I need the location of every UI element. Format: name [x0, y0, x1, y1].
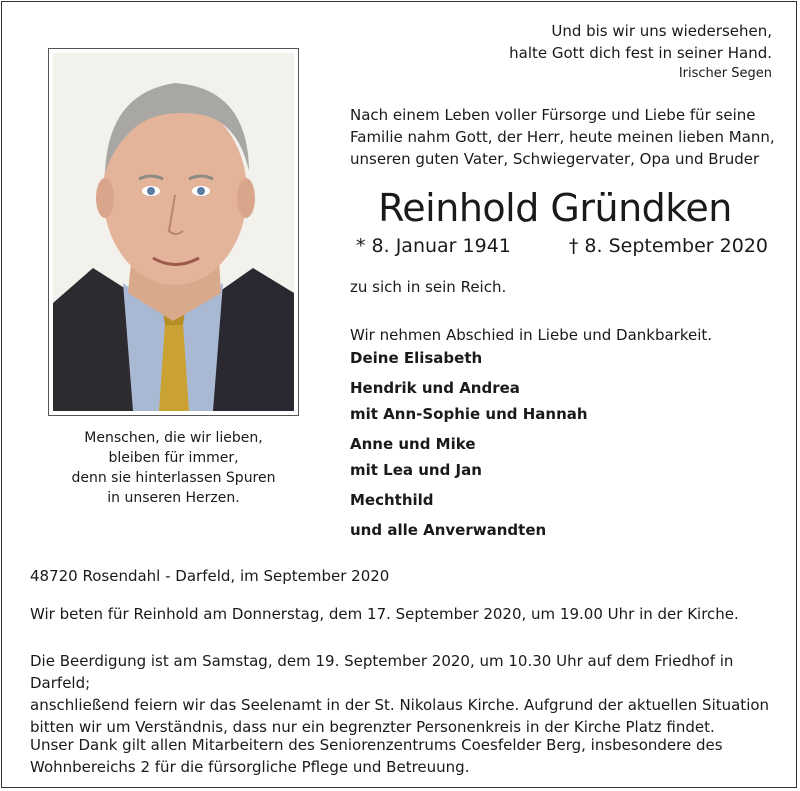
place-date: 48720 Rosendahl - Darfeld, im September 2020	[30, 567, 390, 585]
funeral-line: anschließend feiern wir das Seelenamt in der St. Nikolaus Kirche. Aufgrund der aktuellen Situation	[30, 696, 770, 714]
funeral-line: bitten wir um Verständnis, dass nur ein begrenzter Personenkreis in der Kirche Platz findet.	[30, 718, 715, 736]
family-member: Deine Elisabeth	[350, 349, 483, 367]
deceased-name: Reinhold Gründken	[378, 186, 732, 230]
intro-text	[350, 104, 775, 170]
quote-line: Und bis wir uns wiedersehen,	[551, 22, 772, 40]
funeral-notice	[30, 650, 780, 738]
family-member: mit Ann-Sophie und Hannah	[350, 405, 588, 423]
intro-line: unseren guten Vater, Schwiegervater, Opa und Bruder	[350, 150, 760, 168]
birth-date: * 8. Januar 1941	[356, 235, 511, 257]
thanks-line: Wohnbereichs 2 für die fürsorgliche Pflege und Betreuung.	[30, 758, 470, 776]
portrait-illustration	[53, 53, 294, 411]
family-member: Mechthild	[350, 491, 434, 509]
intro-line: Nach einem Leben voller Fürsorge und Liebe für seine	[350, 106, 756, 124]
family-member: Hendrik und Andrea	[350, 379, 520, 397]
quote-block	[509, 20, 772, 84]
portrait-photo	[53, 53, 294, 411]
poem-line: denn sie hinterlassen Spuren	[71, 470, 276, 486]
family-member: Anne und Mike	[350, 435, 476, 453]
death-date: † 8. September 2020	[568, 235, 768, 257]
intro-line: Familie nahm Gott, der Herr, heute meinen lieben Mann,	[350, 128, 775, 146]
thanks-notice	[30, 734, 780, 778]
reich-line: zu sich in sein Reich.	[350, 278, 507, 296]
left-poem	[48, 428, 299, 508]
thanks-line: Unser Dank gilt allen Mitarbeitern des Seniorenzentrums Coesfelder Berg, insbesondere des	[30, 736, 723, 754]
prayer-notice: Wir beten für Reinhold am Donnerstag, dem 17. September 2020, um 19.00 Uhr in der Kirche.	[30, 605, 739, 623]
farewell-line: Wir nehmen Abschied in Liebe und Dankbarkeit.	[350, 326, 713, 344]
portrait-frame	[48, 48, 299, 416]
quote-line: halte Gott dich fest in seiner Hand.	[509, 44, 772, 62]
family-member: und alle Anverwandten	[350, 521, 547, 539]
funeral-line: Die Beerdigung ist am Samstag, dem 19. September 2020, um 10.30 Uhr auf dem Friedhof in Darfeld;	[30, 652, 734, 692]
quote-source: Irischer Segen	[678, 66, 772, 81]
poem-line: Menschen, die wir lieben,	[84, 430, 263, 446]
family-member: mit Lea und Jan	[350, 461, 482, 479]
poem-line: in unseren Herzen.	[107, 490, 240, 506]
poem-line: bleiben für immer,	[108, 450, 239, 466]
